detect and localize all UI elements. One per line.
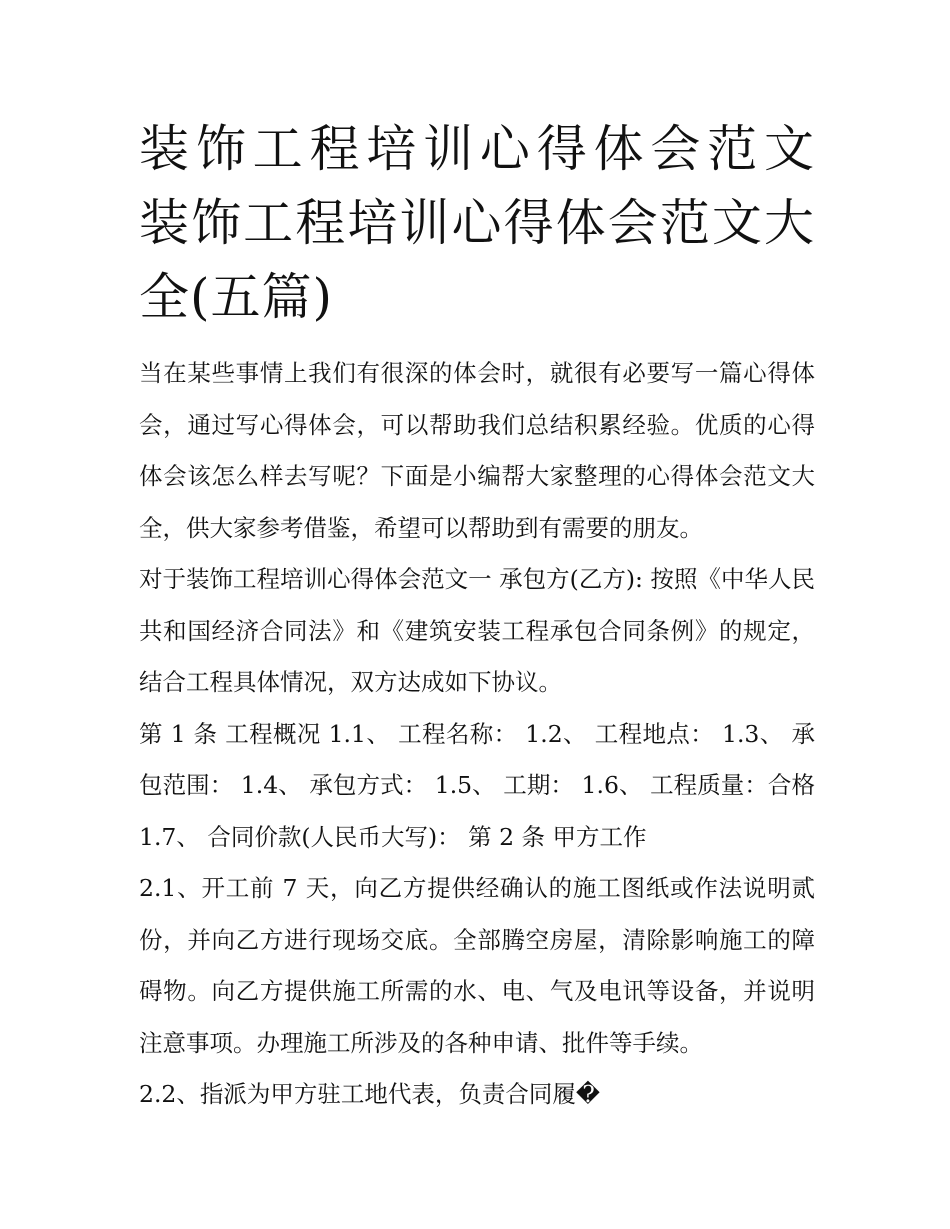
clause-2-2-paragraph: 2.2、指派为甲方驻工地代表，负责合同履� (139, 1080, 600, 1108)
article-1-paragraph: 第 1 条 工程概况 1.1、 工程名称： 1.2、 工程地点： 1.3、 承包范围： 1.4、 承包方式： 1.5、 工期： 1.6、 工程质量：合格 1.7、 合同价款(人民币大写)： 第 2 条 甲方工作 (139, 719, 815, 851)
document-page (139, 112, 815, 1121)
document-title: 装饰工程培训心得体会范文 装饰工程培训心得体会范文大全(五篇) (139, 120, 815, 326)
intro-paragraph: 当在某些事情上我们有很深的体会时，就很有必要写一篇心得体会，通过写心得体会，可以帮助我们总结积累经验。优质的心得体会该怎么样去写呢？下面是小编帮大家整理的心得体会范文大全，供大家参考借鉴，希望可以帮助到有需要的朋友。 (139, 359, 815, 542)
contract-intro-paragraph: 对于装饰工程培训心得体会范文一 承包方(乙方): 按照《中华人民共和国经济合同法》和《建筑安装工程承包合同条例》的规定，结合工程具体情况，双方达成如下协议。 (139, 565, 815, 696)
clause-2-1-paragraph: 2.1、开工前 7 天，向乙方提供经确认的施工图纸或作法说明贰份，并向乙方进行现场交底。全部腾空房屋，清除影响施工的障碍物。向乙方提供施工所需的水、电、气及电讯等设备，并说明注意事项。办理施工所涉及的各种申请、批件等手续。 (139, 874, 815, 1057)
